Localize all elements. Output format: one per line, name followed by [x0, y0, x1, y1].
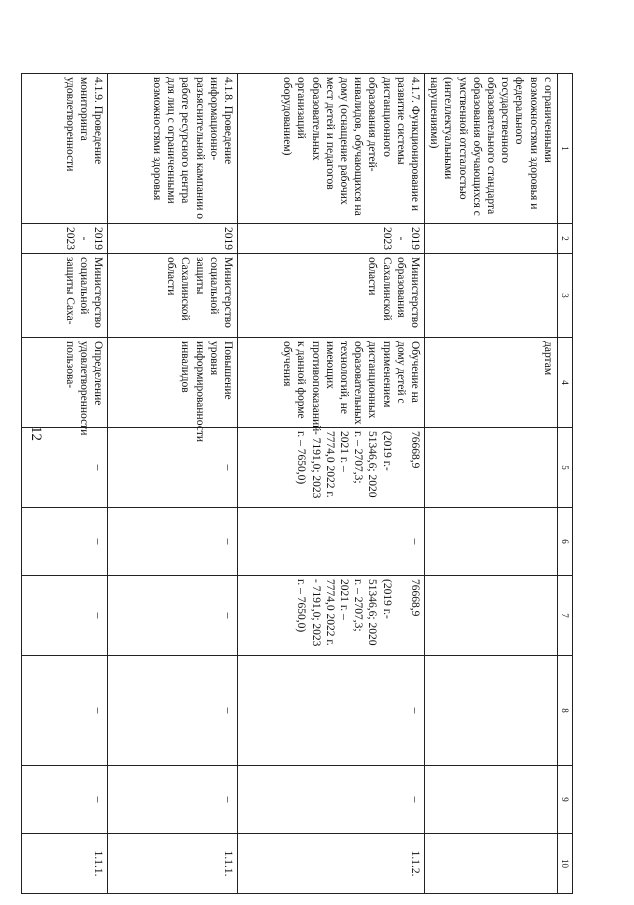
table-row [237, 74, 424, 894]
funding-other-cell: – [107, 766, 237, 834]
column-header: 2 [557, 224, 572, 254]
column-header: 4 [557, 338, 572, 428]
period-cell [424, 224, 557, 254]
funding-local-cell: – [107, 656, 237, 766]
funding-regional-cell: 76668,9 (2019 г.- 51346,6; 2020 г. – 2707,3; 2021 г. – 7774,0 2022 г. - 7191,0; 2023 г. – 7650,0) [237, 576, 424, 656]
funding-federal-cell: – [21, 508, 107, 576]
funding-regional-cell [424, 576, 557, 656]
measure-cell: 4.1.8. Проведение информационно-разъяснительной кампании о работе ресурсного центра для лиц с ограниченными возможностями здоровья [107, 74, 237, 224]
period-cell: 2019 [107, 224, 237, 254]
funding-other-cell: – [237, 766, 424, 834]
measure-cell: с ограниченными возможностями здоровья и федерального государственного образовательного стандарта образования обучающихся с умственной отсталостью (интеллектуальными нарушениями) [424, 74, 557, 224]
indicator-ref-cell: 1.1.1. [107, 834, 237, 894]
column-header: 3 [557, 254, 572, 338]
column-header: 5 [557, 428, 572, 508]
table-row [107, 74, 237, 894]
column-header: 10 [557, 834, 572, 894]
executor-cell: Министерство образования Сахалинской области [237, 254, 424, 338]
page-number: 12 [28, 426, 44, 441]
funding-federal-cell: – [107, 508, 237, 576]
column-header: 6 [557, 508, 572, 576]
funding-federal-cell: – [237, 508, 424, 576]
program-measures-table [21, 73, 573, 894]
funding-federal-cell [424, 508, 557, 576]
funding-total-cell [424, 428, 557, 508]
table-row [424, 74, 557, 894]
indicator-ref-cell: 1.1.2. [237, 834, 424, 894]
column-header: 7 [557, 576, 572, 656]
funding-total-cell: – [21, 428, 107, 508]
result-cell: дартам [424, 338, 557, 428]
period-cell: 2019 - 2023 [21, 224, 107, 254]
table-rotated-container [63, 73, 573, 893]
funding-total-cell: – [107, 428, 237, 508]
indicator-ref-cell: 1.1.1. [21, 834, 107, 894]
column-number-row [557, 74, 572, 894]
result-cell: Определение удовлетворенности пользова- [21, 338, 107, 428]
column-header: 1 [557, 74, 572, 224]
result-cell: Обучение на дому детей с применением дистанционных образовательных технологий, не имеющих противопоказаний к данной форме обучения [237, 338, 424, 428]
funding-total-cell: 76668,9 (2019 г.- 51346,6; 2020 г. – 2707,3; 2021 г. – 7774,0 2022 г. - 7191,0; 2023 г. – 7650,0) [237, 428, 424, 508]
measure-cell: 4.1.9. Проведение мониторинга удовлетворенности [21, 74, 107, 224]
funding-local-cell: – [21, 656, 107, 766]
funding-local-cell: – [237, 656, 424, 766]
indicator-ref-cell [424, 834, 557, 894]
column-header: 8 [557, 656, 572, 766]
executor-cell: Министерство социальной защиты Саха- [21, 254, 107, 338]
measure-cell: 4.1.7. Функционирование и развитие системы дистанционного образования детей-инвалидов, обучающихся на дому (оснащение рабочих мест детей и педагогов образовательных организаций оборудованием) [237, 74, 424, 224]
executor-cell: Министерство социальной защиты Сахалинской области [107, 254, 237, 338]
result-cell: Повышение уровня информированности инвалидов [107, 338, 237, 428]
executor-cell [424, 254, 557, 338]
column-header: 9 [557, 766, 572, 834]
funding-local-cell [424, 656, 557, 766]
funding-regional-cell: – [21, 576, 107, 656]
period-cell: 2019 - 2023 [237, 224, 424, 254]
funding-other-cell [424, 766, 557, 834]
funding-regional-cell: – [107, 576, 237, 656]
funding-other-cell: – [21, 766, 107, 834]
table-row [21, 74, 107, 894]
